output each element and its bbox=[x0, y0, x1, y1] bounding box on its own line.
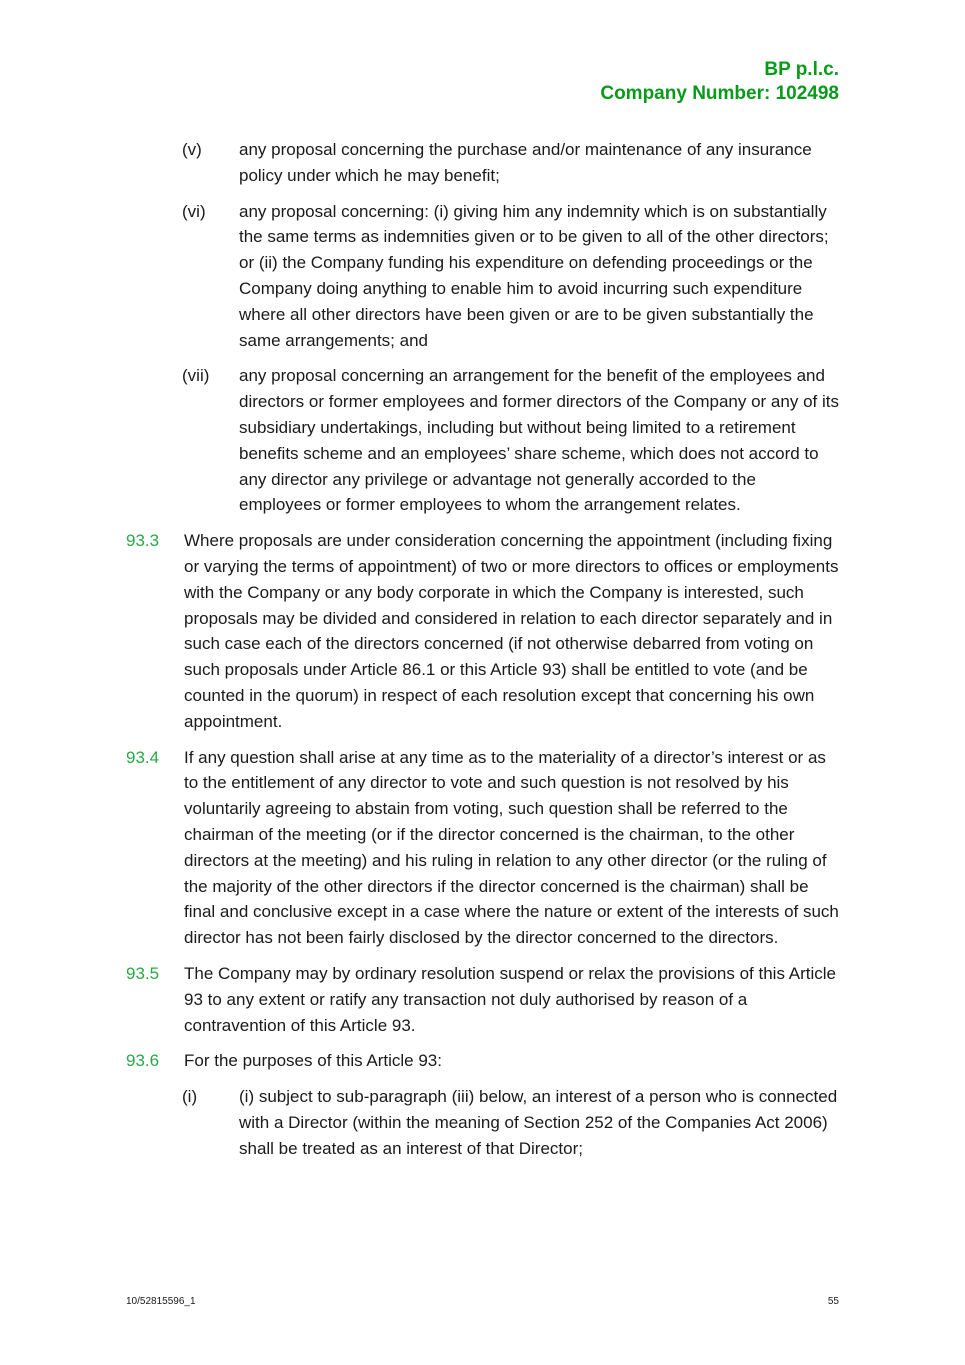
document-reference: 10/52815596_1 bbox=[126, 1296, 196, 1307]
article-paragraph-93-3 bbox=[126, 528, 841, 734]
paragraph-number: 93.4 bbox=[126, 747, 160, 767]
list-item bbox=[126, 1084, 841, 1161]
article-paragraph-93-6 bbox=[126, 1048, 841, 1074]
item-number: (i) bbox=[182, 1087, 198, 1107]
page-number: 55 bbox=[827, 1296, 839, 1307]
item-text: any proposal concerning the purchase and/or maintenance of any insurance policy under which he may benefit; bbox=[239, 140, 812, 185]
list-item bbox=[126, 199, 841, 354]
item-number: (v) bbox=[182, 140, 202, 159]
paragraph-text: Where proposals are under consideration concerning the appointment (including fixing or varying the terms of appointment) of two or more directors to offices or employments with the Company or any body corporate in which the Company is interested, such proposals may be divided and considered in relation to each director separately and in such case each of the directors concerned (if not otherwise debarred from voting on such proposals under Article 86.1 or this Article 93) shall be entitled to vote (and be counted in the quorum) in respect of each resolution except that concerning his own appointment. bbox=[184, 531, 839, 731]
list-item bbox=[126, 137, 841, 189]
article-paragraph-93-5 bbox=[126, 961, 841, 1038]
item-text: any proposal concerning an arrangement for the benefit of the employees and directors or former employees and former directors of the Company or any of its subsidiary undertakings, including but without being limited to a retirement benefits scheme and an employees’ share scheme, which does not accord to any director any privilege or advantage not generally accorded to the employees or former employees to whom the arrangement relates. bbox=[239, 366, 839, 515]
paragraph-number: 93.6 bbox=[126, 1051, 160, 1071]
document-body bbox=[126, 137, 841, 1171]
paragraph-number: 93.5 bbox=[126, 963, 160, 983]
article-paragraph-93-4 bbox=[126, 745, 841, 951]
item-text: (i) subject to sub-paragraph (iii) below, an interest of a person who is connected with a Director (within the meaning of Section 252 of the Companies Act 2006) shall be treated as an interest of that Director; bbox=[239, 1087, 838, 1158]
document-header bbox=[600, 58, 839, 106]
paragraph-text: If any question shall arise at any time as to the materiality of a director’s interest or as to the entitlement of any director to vote and such question is not resolved by his voluntarily agreeing to abstain from voting, such question shall be referred to the chairman of the meeting (or if the director concerned is the chairman, to the other directors at the meeting) and his ruling in relation to any other director (or the ruling of the majority of the other directors if the director concerned is the chairman) shall be final and conclusive except in a case where the nature or extent of the interests of such director has not been fairly disclosed by the director concerned to the directors. bbox=[184, 747, 839, 948]
item-number: (vii) bbox=[182, 366, 210, 386]
item-text: any proposal concerning: (i) giving him any indemnity which is on substantially the same terms as indemnities given or to be given to all of the other directors; or (ii) the Company funding his expenditure on defending proceedings or the Company doing anything to enable him to avoid incurring such expenditure where all other directors have been given or are to be given substantially the same arrangements; and bbox=[239, 201, 829, 350]
paragraph-number: 93.3 bbox=[126, 531, 160, 551]
paragraph-text: For the purposes of this Article 93: bbox=[184, 1051, 442, 1071]
paragraph-text: The Company may by ordinary resolution suspend or relax the provisions of this Article 93 to any extent or ratify any transaction not duly authorised by reason of a contravention of this Article 93. bbox=[184, 963, 836, 1035]
company-name: BP p.l.c. bbox=[764, 59, 839, 80]
list-item bbox=[126, 363, 841, 518]
company-number: Company Number: 102498 bbox=[600, 83, 839, 104]
item-number: (vi) bbox=[182, 201, 206, 221]
